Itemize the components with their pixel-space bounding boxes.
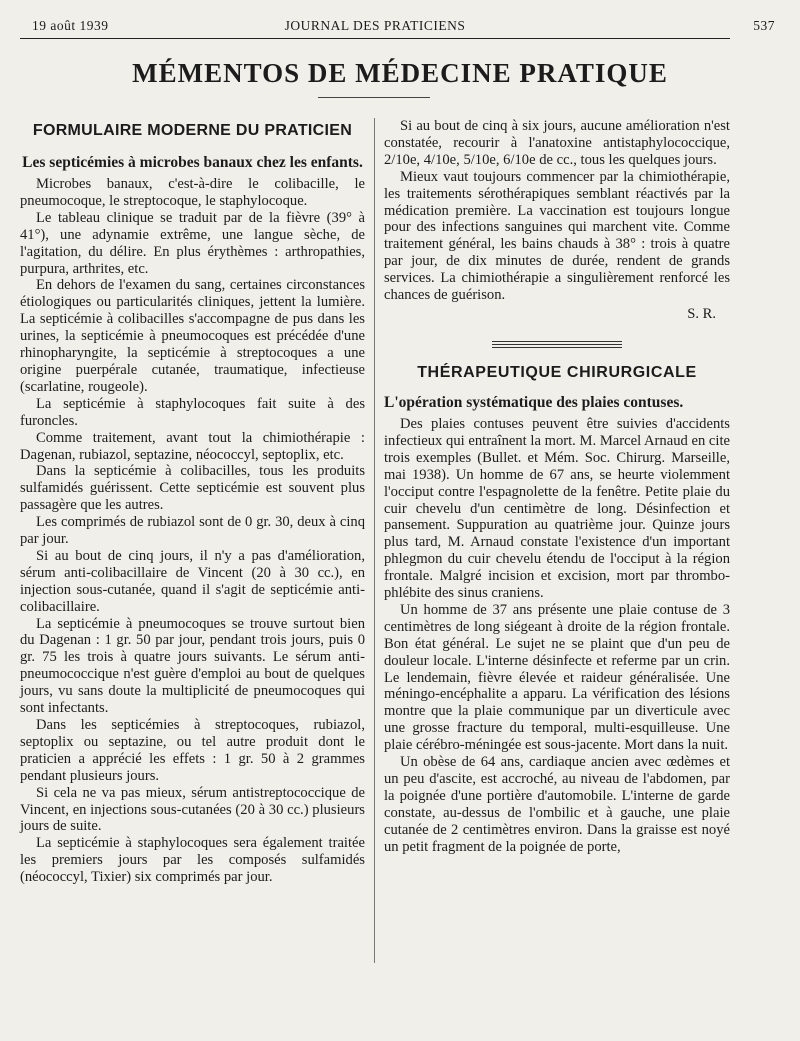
paragraph: Des plaies contuses peuvent être suivies d'accidents infectieux qui entraînent la mort. M. Marcel Arnaud en cite trois exemples (Bullet. et Mém. Soc. Chirurg. Marseille, mai 1938). Un homme de 67 ans, se heurte violemment l'occiput contre l'espagnolette de la fenêtre. Petite plaie du cuir chevelu d'un centimètre de long. Désinfection et pansement. Suppuration au quatrième jour. Quinze jours plus tard, M. Arnaud constate l'existence d'un important phlegmon du cuir chevelu étendu de l'occiput à la région frontale. Malgré incision et excision, mort par thrombo-phlébite des sinus craniens. [384, 415, 730, 602]
paragraph: Comme traitement, avant tout la chimiothérapie : Dagenan, rubiazol, septazine, néococcyl, septoplix, etc. [20, 429, 365, 463]
page-title: MÉMENTOS DE MÉDECINE PRATIQUE [132, 58, 668, 88]
paragraph: Dans la septicémie à colibacilles, tous les produits sulfamidés guérissent. Cette septicémie est souvent plus passagère que les autres. [20, 463, 365, 514]
page-number: 537 [753, 18, 775, 33]
section-divider [492, 341, 622, 348]
paragraph: Le tableau clinique se traduit par de la fièvre (39° à 41°), une adynamie extrême, une langue sèche, de l'agitation, du délire. En plus érythèmes : arthropathies, purpura, arthrites, etc. [20, 209, 365, 277]
header-rule [20, 38, 730, 39]
section-title-therapeutique: THÉRAPEUTIQUE CHIRURGICALE [417, 363, 697, 381]
paragraph: Si au bout de cinq à six jours, aucune amélioration n'est constatée, recourir à l'anatoxine antistaphylococcique, 2/10e, 4/10e, 5/10e, 6/10e de cc., tous les quelques jours. [384, 118, 730, 168]
issue-date: 19 août 1939 [32, 18, 109, 33]
running-header [20, 18, 775, 38]
column-separator [374, 118, 375, 963]
right-column [384, 118, 730, 856]
article-title-septicemies: Les septicémies à microbes banaux chez les enfants. [22, 154, 363, 171]
paragraph: Microbes banaux, c'est-à-dire le colibacille, le pneumocoque, le streptocoque, le staphylocoque. [20, 176, 365, 209]
paragraph: La septicémie à staphylocoques fait suite à des furoncles. [20, 395, 365, 429]
paragraph: Si cela ne va pas mieux, sérum antistreptococcique de Vincent, en injections sous-cutanées (20 à 30 cc.) plusieurs jours de suite. [20, 784, 365, 835]
article-title-plaies: L'opération systématique des plaies contuses. [384, 393, 684, 411]
author-signature: S. R. [687, 305, 716, 322]
section-title-formulaire: FORMULAIRE MODERNE DU PRATICIEN [32, 122, 353, 139]
paragraph: Un obèse de 64 ans, cardiaque ancien avec œdèmes et un peu d'ascite, est accroché, au niveau de l'abdomen, par la poignée d'une portière d'automobile. L'interne de garde constate, au-dessus de l'ombilic et à gauche, une plaie cutanée de 2 centimètres environ. Dans la graisse est noyé un petit fragment de la poignée de porte, [384, 754, 730, 855]
left-column [20, 118, 365, 886]
paragraph: Si au bout de cinq jours, il n'y a pas d'amélioration, sérum anti-colibacillaire de Vincent (20 à 30 cc.), en injection sous-cutanée, quand il s'agit de septicémie anti-colibacillaire. [20, 547, 365, 615]
paragraph: En dehors de l'examen du sang, certaines circonstances étiologiques ou particularités cliniques, jettent la lumière. La septicémie à colibacilles s'accompagne de pus dans les urines, la septicémie à pneumocoques est précédée d'une rhinopharyngite, la septicémie à streptocoques a une origine puerpérale cutanée, traumatique, infectieuse (scarlatine, rougeole). [20, 277, 365, 395]
paragraph: Un homme de 37 ans présente une plaie contuse de 3 centimètres de long siégeant à droite de la région frontale. Bon état général. Le sujet ne se plaint que d'un peu de douleur locale. L'interne désinfecte et referme par un crin. Le lendemain, fièvre élevée et raideur généralisée. Une méningo-encéphalite a apparu. La vérification des lésions montre que la plaie communique par un diverticule avec une grosse fracture du temporal, multi-esquilleuse. Une plaie cérébro-méningée est sous-jacente. Mort dans la nuit. [384, 601, 730, 754]
paragraph: Dans les septicémies à streptocoques, rubiazol, septoplix ou septazine, ou tel autre produit dont le praticien a apprécié les effets : 1 gr. 50 à 2 grammes pendant plusieurs jours. [20, 717, 365, 784]
paragraph: La septicémie à pneumocoques se trouve surtout bien du Dagenan : 1 gr. 50 par jour, pendant trois jours, puis 0 gr. 75 les trois à quatre jours suivants. Le sérum anti-pneumococcique n'est guère d'emploi au bout de quelques jours, vu sans doute la multiplicité de pneumocoques qui sont infectants. [20, 615, 365, 717]
title-rule [318, 97, 430, 98]
paragraph: La septicémie à staphylocoques sera également traitée les premiers jours par les composés sulfamidés (néococcyl, Tixier) six comprimés par jour. [20, 835, 365, 886]
paragraph: Mieux vaut toujours commencer par la chimiothérapie, les traitements sérothérapiques semblant réactivés par la médication première. La vaccination est toujours longue pour des infections sanguines qui marchent vite. Comme traitement général, les bains chauds à 38° : trois à quatre par jour, de dix minutes de durée, rendent de grands services. La chimiothérapie a singulièrement renforcé les chances de guérison. [384, 168, 730, 304]
journal-name: JOURNAL DES PRATICIENS [284, 18, 466, 33]
paragraph: Les comprimés de rubiazol sont de 0 gr. 30, deux à cinq par jour. [20, 514, 365, 548]
